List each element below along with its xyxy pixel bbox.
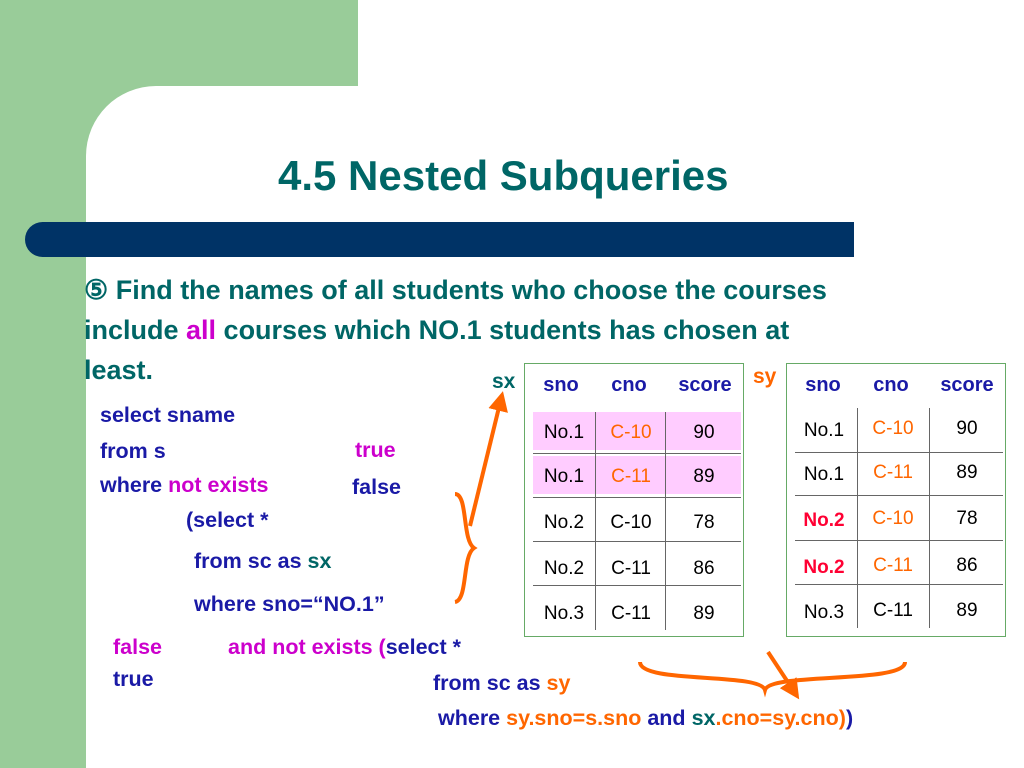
- alias-sx: sx: [307, 549, 332, 573]
- sql-subselect: (select *: [186, 508, 269, 532]
- highlight-all: all: [186, 315, 217, 345]
- sql-not-exists: and not exists (: [228, 635, 386, 659]
- sql-select: select sname: [100, 403, 236, 427]
- cell-score: 78: [693, 512, 715, 533]
- sql-condition: .cno=sy.cno: [715, 706, 839, 730]
- cell-score: 89: [956, 462, 978, 483]
- annotation-false: false: [113, 635, 163, 659]
- column-header: score: [940, 374, 994, 396]
- cell-cno: C-10: [872, 508, 914, 529]
- cell-sno: No.1: [803, 420, 845, 441]
- cell-cno: C-11: [611, 558, 651, 579]
- annotation-true: true: [113, 667, 154, 691]
- slide-title: 4.5 Nested Subqueries: [278, 152, 729, 199]
- cell-cno: C-11: [873, 600, 913, 621]
- cell-sno: No.1: [803, 464, 845, 485]
- cell-sno: No.1: [543, 422, 585, 443]
- sql-keyword: where: [438, 706, 501, 730]
- cell-sno: No.2: [543, 558, 585, 579]
- table-label-sy: sy: [753, 365, 777, 388]
- sql-keyword: and: [647, 706, 686, 730]
- column-header: score: [678, 374, 732, 396]
- curly-brace-icon: [455, 494, 474, 602]
- arrow-icon: [470, 395, 502, 526]
- statement-line-3: least.: [84, 355, 154, 385]
- cell-score: 89: [693, 466, 715, 487]
- sql-keyword: select *: [385, 635, 462, 659]
- cell-sno: No.1: [543, 466, 585, 487]
- cell-cno: C-10: [610, 422, 652, 443]
- cell-score: 78: [956, 508, 978, 529]
- cell-score: 86: [693, 558, 715, 579]
- cell-cno: C-10: [872, 418, 914, 439]
- annotation-true: true: [355, 438, 396, 462]
- sql-keyword: where: [100, 473, 163, 497]
- cell-score: 90: [693, 422, 715, 443]
- arrow-icon: [768, 652, 797, 696]
- cell-sno: No.3: [543, 603, 585, 624]
- close-paren: ): [838, 706, 846, 730]
- cell-sno: No.2: [803, 557, 845, 578]
- sql-condition: sy.sno=s.sno: [506, 706, 642, 730]
- sql-from: from s: [100, 439, 166, 463]
- alias-sx: sx: [691, 706, 716, 730]
- statement-line-1: ⑤ Find the names of all students who choose the courses: [84, 275, 827, 305]
- cell-sno: No.3: [803, 602, 845, 623]
- cell-cno: C-11: [611, 466, 651, 487]
- annotation-false: false: [352, 475, 402, 499]
- alias-sy: sy: [546, 671, 571, 695]
- table-label-sx: sx: [492, 370, 516, 393]
- cell-cno: C-11: [611, 603, 651, 624]
- cell-score: 89: [956, 600, 978, 621]
- column-header: sno: [543, 374, 579, 396]
- cell-score: 90: [956, 418, 978, 439]
- statement-text: courses which NO.1 students has chosen at: [216, 315, 790, 345]
- cell-score: 86: [956, 555, 978, 576]
- sql-keyword: from sc as: [433, 671, 541, 695]
- sql-where-sno: where sno=“NO.1”: [194, 592, 385, 616]
- statement-text: include: [84, 315, 187, 345]
- cell-sno: No.2: [803, 510, 845, 531]
- close-paren: ): [845, 706, 854, 730]
- column-header: sno: [805, 374, 841, 396]
- curly-brace-icon: [640, 662, 905, 690]
- sql-not-exists: not exists: [168, 473, 269, 497]
- cell-cno: C-11: [873, 462, 913, 483]
- cell-score: 89: [693, 603, 715, 624]
- column-header: cno: [873, 374, 909, 396]
- cell-cno: C-11: [873, 555, 913, 576]
- column-header: cno: [611, 374, 647, 396]
- sql-keyword: from sc as: [194, 549, 302, 573]
- cell-sno: No.2: [543, 512, 585, 533]
- cell-cno: C-10: [610, 512, 652, 533]
